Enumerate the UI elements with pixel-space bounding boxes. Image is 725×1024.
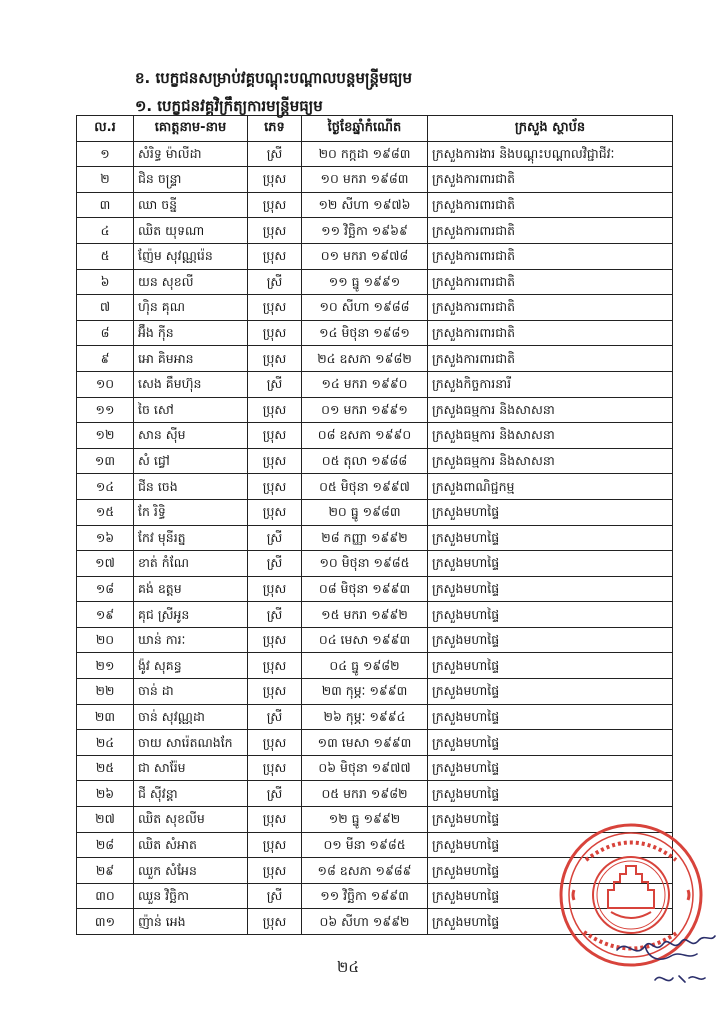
- institution-cell: ក្រសួងមហាផ្ទៃ: [428, 704, 673, 730]
- table-row: [77, 141, 673, 167]
- table-row: [77, 243, 673, 269]
- institution-cell: ក្រសួងមហាផ្ទៃ: [428, 858, 673, 884]
- institution-cell: ក្រសួងធម្មការ និងសាសនា: [428, 423, 673, 449]
- person-name-cell: ចាន់ ដា: [134, 679, 248, 705]
- row-number-cell: ៣១: [77, 909, 134, 935]
- header-date-of-birth: ថ្ងៃខែឆ្នាំកំណើត: [302, 116, 428, 142]
- institution-cell: ក្រសួងធម្មការ និងសាសនា: [428, 397, 673, 423]
- date-of-birth-cell: ០៦ សីហា ១៩៩២: [302, 909, 428, 935]
- row-number-cell: ១៦: [77, 525, 134, 551]
- institution-cell: ក្រសួងមហាផ្ទៃ: [428, 909, 673, 935]
- row-number-cell: ១២: [77, 423, 134, 449]
- header-name: គោត្តនាម-នាម: [134, 116, 248, 142]
- gender-cell: ស្រី: [248, 551, 302, 577]
- person-name-cell: ខាត់ កំណែ: [134, 551, 248, 577]
- institution-cell: ក្រសួងការពារជាតិ: [428, 320, 673, 346]
- institution-cell: ក្រសួងធម្មការ និងសាសនា: [428, 448, 673, 474]
- table-row: [77, 653, 673, 679]
- date-of-birth-cell: ១០ មករា ១៩៨៣: [302, 167, 428, 193]
- date-of-birth-cell: ២៨ កញ្ញា ១៩៩២: [302, 525, 428, 551]
- row-number-cell: ៥: [77, 243, 134, 269]
- candidate-table: [76, 115, 673, 935]
- gender-cell: ប្រុស: [248, 397, 302, 423]
- date-of-birth-cell: ២៣ កុម្ភៈ ១៩៩៣: [302, 679, 428, 705]
- institution-cell: ក្រសួងការពារជាតិ: [428, 269, 673, 295]
- date-of-birth-cell: ១៥ មករា ១៩៩២: [302, 602, 428, 628]
- table-row: [77, 295, 673, 321]
- date-of-birth-cell: ០៤ ធ្នូ ១៩៨២: [302, 653, 428, 679]
- institution-cell: ក្រសួងការងារ និងបណ្តុះបណ្តាលវិជ្ជាជីវៈ: [428, 141, 673, 167]
- gender-cell: ប្រុស: [248, 832, 302, 858]
- person-name-cell: ចៃ សៅ: [134, 397, 248, 423]
- row-number-cell: ២៨: [77, 832, 134, 858]
- table-row: [77, 167, 673, 193]
- row-number-cell: ៩: [77, 346, 134, 372]
- table-row: [77, 218, 673, 244]
- person-name-cell: ឈិត យុទណា: [134, 218, 248, 244]
- institution-cell: ក្រសួងមហាផ្ទៃ: [428, 499, 673, 525]
- table-row: [77, 346, 673, 372]
- person-name-cell: កែវ មុនីរត្ន: [134, 525, 248, 551]
- person-name-cell: សាន ស៊ីម: [134, 423, 248, 449]
- person-name-cell: ហ៊ិន គុណ: [134, 295, 248, 321]
- row-number-cell: ២៥: [77, 755, 134, 781]
- person-name-cell: ឈិត សុខលីម: [134, 807, 248, 833]
- gender-cell: ប្រុស: [248, 679, 302, 705]
- date-of-birth-cell: ០៤ មេសា ១៩៩៣: [302, 627, 428, 653]
- person-name-cell: ចាយ សារ៉េតណងកែ: [134, 730, 248, 756]
- row-number-cell: ៣០: [77, 883, 134, 909]
- table-row: [77, 730, 673, 756]
- institution-cell: ក្រសួងមហាផ្ទៃ: [428, 551, 673, 577]
- person-name-cell: ឈា ចន្នី: [134, 192, 248, 218]
- person-name-cell: អ៊ឹង កុីន: [134, 320, 248, 346]
- gender-cell: ប្រុស: [248, 755, 302, 781]
- date-of-birth-cell: ០៥ មករា ១៩៨២: [302, 781, 428, 807]
- table-row: [77, 781, 673, 807]
- header-gender: ភេទ: [248, 116, 302, 142]
- gender-cell: ស្រី: [248, 371, 302, 397]
- gender-cell: ស្រី: [248, 602, 302, 628]
- date-of-birth-cell: ១០ មិថុនា ១៩៨៥: [302, 551, 428, 577]
- date-of-birth-cell: ២៦ កុម្ភៈ ១៩៩៤: [302, 704, 428, 730]
- page-number: ២៤: [337, 958, 359, 976]
- gender-cell: ប្រុស: [248, 730, 302, 756]
- table-row: [77, 448, 673, 474]
- gender-cell: ប្រុស: [248, 167, 302, 193]
- table-row: [77, 474, 673, 500]
- table-row: [77, 499, 673, 525]
- row-number-cell: ២០: [77, 627, 134, 653]
- gender-cell: ប្រុស: [248, 423, 302, 449]
- header-number: ល.រ: [77, 116, 134, 142]
- gender-cell: ប្រុស: [248, 320, 302, 346]
- row-number-cell: ១: [77, 141, 134, 167]
- table-row: [77, 371, 673, 397]
- person-name-cell: ឃាន់ ការៈ: [134, 627, 248, 653]
- gender-cell: ប្រុស: [248, 576, 302, 602]
- row-number-cell: ២៤: [77, 730, 134, 756]
- person-name-cell: ចាន់ សុវណ្ណដា: [134, 704, 248, 730]
- table-row: [77, 269, 673, 295]
- date-of-birth-cell: ១៤ មិថុនា ១៩៨១: [302, 320, 428, 346]
- gender-cell: ស្រី: [248, 141, 302, 167]
- date-of-birth-cell: ០១ មករា ១៩៧៨: [302, 243, 428, 269]
- person-name-cell: កែ រិទ្ធិ: [134, 499, 248, 525]
- section-heading: ខ. បេក្ខជនសម្រាប់វគ្គបណ្តុះបណ្តាលបន្តមន្ត្រីមធ្យម: [135, 69, 413, 87]
- date-of-birth-cell: ០១ មីនា ១៩៨៥: [302, 832, 428, 858]
- institution-cell: ក្រសួងមហាផ្ទៃ: [428, 525, 673, 551]
- gender-cell: ស្រី: [248, 883, 302, 909]
- date-of-birth-cell: ០៨ ឧសភា ១៩៩០: [302, 423, 428, 449]
- table-row: [77, 423, 673, 449]
- date-of-birth-cell: ១១ វិច្ឆិកា ១៩៩៣: [302, 883, 428, 909]
- date-of-birth-cell: ២០ ធ្នូ ១៩៨៣: [302, 499, 428, 525]
- institution-cell: ក្រសួងពាណិជ្ជកម្ម: [428, 474, 673, 500]
- row-number-cell: ៨: [77, 320, 134, 346]
- gender-cell: ស្រី: [248, 704, 302, 730]
- person-name-cell: ជីន ចេង: [134, 474, 248, 500]
- institution-cell: ក្រសួងមហាផ្ទៃ: [428, 627, 673, 653]
- institution-cell: ក្រសួងការពារជាតិ: [428, 218, 673, 244]
- person-name-cell: ង៉ូវ សុគន្ធ: [134, 653, 248, 679]
- row-number-cell: ១៧: [77, 551, 134, 577]
- person-name-cell: ញ៉ែម សុវណ្ណរ៉េន: [134, 243, 248, 269]
- table-body: [77, 141, 673, 934]
- date-of-birth-cell: ១៨ ឧសភា ១៩៨៩: [302, 858, 428, 884]
- institution-cell: ក្រសួងមហាផ្ទៃ: [428, 653, 673, 679]
- row-number-cell: ១០: [77, 371, 134, 397]
- person-name-cell: គុជ ស្រីអូន: [134, 602, 248, 628]
- gender-cell: ប្រុស: [248, 627, 302, 653]
- institution-cell: ក្រសួងមហាផ្ទៃ: [428, 679, 673, 705]
- table-row: [77, 576, 673, 602]
- gender-cell: ស្រី: [248, 781, 302, 807]
- row-number-cell: ១៥: [77, 499, 134, 525]
- institution-cell: ក្រសួងមហាផ្ទៃ: [428, 807, 673, 833]
- institution-cell: ក្រសួងមហាផ្ទៃ: [428, 781, 673, 807]
- table-row: [77, 755, 673, 781]
- institution-cell: ក្រសួងការពារជាតិ: [428, 167, 673, 193]
- date-of-birth-cell: ១០ សីហា ១៩៨៨: [302, 295, 428, 321]
- table-row: [77, 602, 673, 628]
- date-of-birth-cell: ១៣ មេសា ១៩៩៣: [302, 730, 428, 756]
- date-of-birth-cell: ២៤ ឧសភា ១៩៨២: [302, 346, 428, 372]
- gender-cell: ប្រុស: [248, 653, 302, 679]
- person-name-cell: ញ៉ាន់ អេង: [134, 909, 248, 935]
- date-of-birth-cell: ១២ ធ្នូ ១៩៩២: [302, 807, 428, 833]
- person-name-cell: ជី ស៊ីវន្តា: [134, 781, 248, 807]
- gender-cell: ប្រុស: [248, 909, 302, 935]
- row-number-cell: ៣: [77, 192, 134, 218]
- date-of-birth-cell: ០១ មករា ១៩៩១: [302, 397, 428, 423]
- row-number-cell: ៦: [77, 269, 134, 295]
- institution-cell: ក្រសួងមហាផ្ទៃ: [428, 730, 673, 756]
- date-of-birth-cell: ១១ ធ្នូ ១៩៩១: [302, 269, 428, 295]
- row-number-cell: ១៨: [77, 576, 134, 602]
- gender-cell: ស្រី: [248, 269, 302, 295]
- person-name-cell: យន សុខលី: [134, 269, 248, 295]
- date-of-birth-cell: ០៨ មិថុនា ១៩៩៣: [302, 576, 428, 602]
- gender-cell: ប្រុស: [248, 346, 302, 372]
- date-of-birth-cell: ០៦ មិថុនា ១៩៧៧: [302, 755, 428, 781]
- institution-cell: ក្រសួងការពារជាតិ: [428, 192, 673, 218]
- person-name-cell: ជិន ចន្ទ្រា: [134, 167, 248, 193]
- gender-cell: ប្រុស: [248, 499, 302, 525]
- gender-cell: ប្រុស: [248, 858, 302, 884]
- row-number-cell: ១៤: [77, 474, 134, 500]
- row-number-cell: ១១: [77, 397, 134, 423]
- row-number-cell: ១៣: [77, 448, 134, 474]
- gender-cell: ស្រី: [248, 525, 302, 551]
- table-row: [77, 525, 673, 551]
- date-of-birth-cell: ២០ កក្កដា ១៩៨៣: [302, 141, 428, 167]
- institution-cell: ក្រសួងមហាផ្ទៃ: [428, 832, 673, 858]
- person-name-cell: ជា សារ៉ែម: [134, 755, 248, 781]
- person-name-cell: ឈួក សំអែន: [134, 858, 248, 884]
- row-number-cell: ៤: [77, 218, 134, 244]
- table-row: [77, 192, 673, 218]
- row-number-cell: ២៣: [77, 704, 134, 730]
- institution-cell: ក្រសួងការពារជាតិ: [428, 346, 673, 372]
- row-number-cell: ២៩: [77, 858, 134, 884]
- person-name-cell: សំរិទ្ធ ម៉ាលីដា: [134, 141, 248, 167]
- institution-cell: ក្រសួងមហាផ្ទៃ: [428, 602, 673, 628]
- gender-cell: ប្រុស: [248, 448, 302, 474]
- institution-cell: ក្រសួងកិច្ចការនារី: [428, 371, 673, 397]
- table-row: [77, 397, 673, 423]
- institution-cell: ក្រសួងការពារជាតិ: [428, 295, 673, 321]
- person-name-cell: សេង គឹមហ៊ុន: [134, 371, 248, 397]
- person-name-cell: ឈួន វិច្ឆិកា: [134, 883, 248, 909]
- row-number-cell: ២៧: [77, 807, 134, 833]
- institution-cell: ក្រសួងមហាផ្ទៃ: [428, 883, 673, 909]
- handwritten-signature-icon: [615, 920, 720, 995]
- table-row: [77, 679, 673, 705]
- date-of-birth-cell: ០៥ មិថុនា ១៩៩៧: [302, 474, 428, 500]
- institution-cell: ក្រសួងមហាផ្ទៃ: [428, 755, 673, 781]
- row-number-cell: ២២: [77, 679, 134, 705]
- table-row: [77, 627, 673, 653]
- row-number-cell: ២៦: [77, 781, 134, 807]
- gender-cell: ប្រុស: [248, 218, 302, 244]
- gender-cell: ប្រុស: [248, 192, 302, 218]
- row-number-cell: ២១: [77, 653, 134, 679]
- gender-cell: ប្រុស: [248, 474, 302, 500]
- gender-cell: ប្រុស: [248, 807, 302, 833]
- table-row: [77, 704, 673, 730]
- subsection-heading: ១. បេក្ខជនវគ្គវិក្រឹត្យការមន្ត្រីមធ្យម: [135, 97, 323, 115]
- date-of-birth-cell: ១១ វិច្ឆិកា ១៩៦៩: [302, 218, 428, 244]
- table-header-row: [77, 116, 673, 142]
- row-number-cell: ២: [77, 167, 134, 193]
- person-name-cell: អោ គិមអាន: [134, 346, 248, 372]
- date-of-birth-cell: ១៤ មករា ១៩៩០: [302, 371, 428, 397]
- row-number-cell: ១៩: [77, 602, 134, 628]
- person-name-cell: ឈិត សំអាត: [134, 832, 248, 858]
- institution-cell: ក្រសួងការពារជាតិ: [428, 243, 673, 269]
- gender-cell: ប្រុស: [248, 295, 302, 321]
- gender-cell: ប្រុស: [248, 243, 302, 269]
- table-row: [77, 320, 673, 346]
- table-row: [77, 551, 673, 577]
- row-number-cell: ៧: [77, 295, 134, 321]
- person-name-cell: សំ ជ្វៅ: [134, 448, 248, 474]
- header-institution: ក្រសួង ស្ថាប័ន: [428, 116, 673, 142]
- date-of-birth-cell: ០៥ តុលា ១៩៨៨: [302, 448, 428, 474]
- date-of-birth-cell: ១២ សីហា ១៩៧៦: [302, 192, 428, 218]
- person-name-cell: គង់ ឧត្តម: [134, 576, 248, 602]
- institution-cell: ក្រសួងមហាផ្ទៃ: [428, 576, 673, 602]
